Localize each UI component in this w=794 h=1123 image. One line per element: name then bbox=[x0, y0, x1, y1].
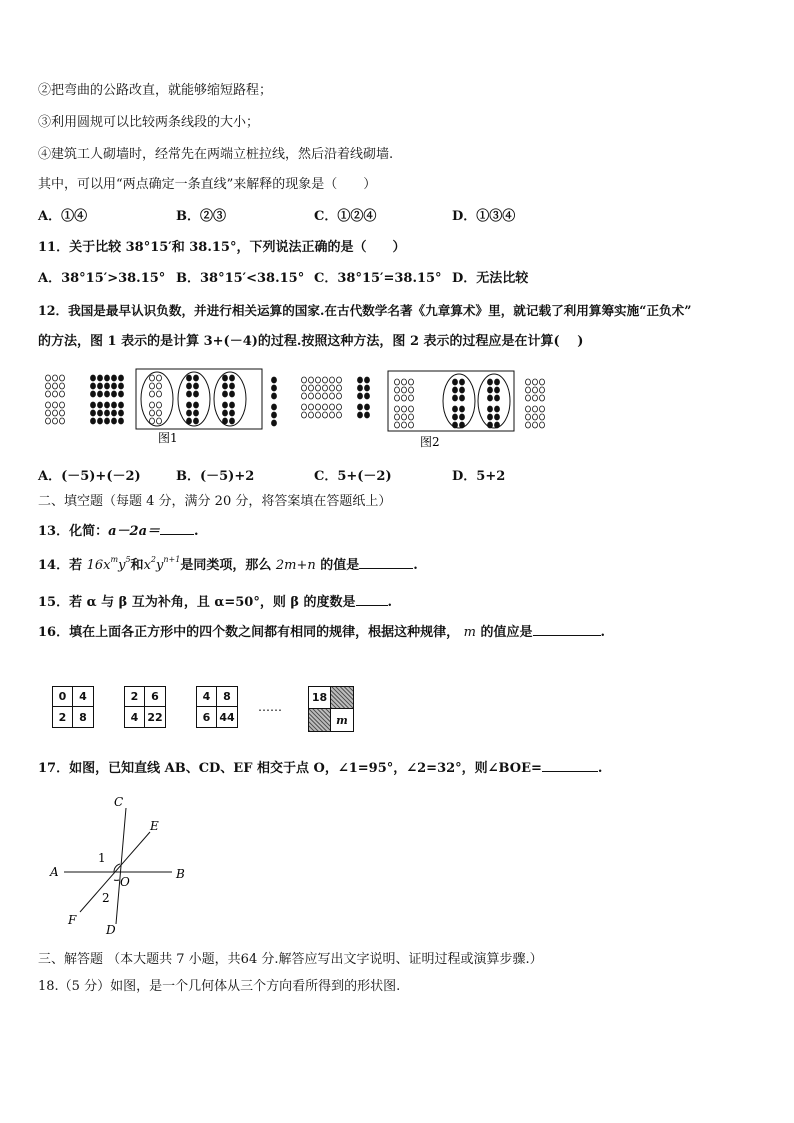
q16 bbox=[38, 623, 605, 642]
fig2-caption: 图2 bbox=[420, 435, 440, 449]
rods-2-filled-dot bbox=[358, 412, 363, 418]
fig1-group-1-hollow bbox=[150, 375, 162, 424]
fig2-result-hollow-dot bbox=[540, 379, 545, 385]
rods-3-hollow-dot bbox=[46, 402, 51, 408]
fig2-group-3-filled-dot bbox=[488, 395, 493, 401]
q14-term2-exp: 2 bbox=[150, 555, 156, 564]
fig2-result-hollow-dot bbox=[540, 387, 545, 393]
rods-3-hollow-dot bbox=[53, 391, 58, 397]
q15 bbox=[38, 593, 392, 612]
label-angle-1: 1 bbox=[98, 851, 106, 865]
fig2-group-2-filled-dot bbox=[460, 414, 465, 420]
fig2-group-1-hollow-dot bbox=[395, 414, 400, 420]
label-O: O bbox=[120, 875, 130, 889]
q12-option-a: A．(－5)+(－2) bbox=[38, 469, 141, 484]
rods-5-hollow-dot bbox=[323, 377, 328, 383]
rods-result-filled-dot bbox=[272, 385, 277, 391]
rods-5-hollow-dot bbox=[316, 412, 321, 418]
rods-5-hollow-dot bbox=[337, 412, 342, 418]
rods-4-filled-dot bbox=[119, 391, 124, 397]
fig2-group-1-hollow-dot bbox=[409, 422, 414, 428]
fig2-result-hollow-dot bbox=[526, 414, 531, 420]
rods-result-filled-dot bbox=[272, 420, 277, 426]
rods-5-hollow-dot bbox=[316, 393, 321, 399]
fig1-group-1-hollow-dot bbox=[157, 410, 162, 416]
fig2-group-3-filled-dot bbox=[488, 387, 493, 393]
rods-4-filled-dot bbox=[112, 383, 117, 389]
q16-end: . bbox=[600, 625, 606, 640]
rods-4-filled-dot bbox=[98, 391, 103, 397]
fig2-group-2-filled-dot bbox=[453, 414, 458, 420]
fig2-group-3-filled-dot bbox=[488, 414, 493, 420]
fig1-group-3-filled-dot bbox=[230, 375, 235, 381]
rods-4-filled-dot bbox=[91, 410, 96, 416]
fig2-group-1-hollow-dot bbox=[409, 395, 414, 401]
rods-5-hollow-dot bbox=[309, 404, 314, 410]
q14-middle: 是同类项，那么 bbox=[180, 558, 272, 573]
rods-4-filled-dot bbox=[119, 402, 124, 408]
rods-4-filled-dot bbox=[105, 375, 110, 381]
rods-4-filled-dot bbox=[98, 375, 103, 381]
label-angle-2: 2 bbox=[102, 891, 110, 905]
rods-3-hollow-dot bbox=[60, 383, 65, 389]
rods-4-filled-dot bbox=[98, 410, 103, 416]
fig2-result-hollow-dot bbox=[540, 414, 545, 420]
rods-4-filled-dot bbox=[112, 375, 117, 381]
fig2-group-1-hollow-dot bbox=[402, 387, 407, 393]
fig1-group-3-filled-dot bbox=[223, 410, 228, 416]
q10-option-d: D．①③④ bbox=[452, 209, 516, 224]
rods-result-filled-dot bbox=[272, 393, 277, 399]
rods-result-filled bbox=[272, 377, 277, 426]
fig2-group-3-filled-dot bbox=[488, 379, 493, 385]
rods-4-filled-dot bbox=[98, 402, 103, 408]
rods-4-filled-dot bbox=[112, 402, 117, 408]
rods-4-filled-dot bbox=[119, 383, 124, 389]
rods-5-hollow-dot bbox=[330, 377, 335, 383]
fig2-group-2-filled-dot bbox=[453, 387, 458, 393]
rods-5-hollow-dot bbox=[323, 385, 328, 391]
square-1-top-right: 4 bbox=[73, 687, 93, 707]
fig2-group-1-hollow-dot bbox=[395, 379, 400, 385]
fig1-group-2-filled-dot bbox=[194, 383, 199, 389]
fig1-group-2-filled-dot bbox=[187, 402, 192, 408]
rods-5-hollow-dot bbox=[330, 393, 335, 399]
rods-5-hollow-dot bbox=[302, 377, 307, 383]
fig1-group-3-filled-dot bbox=[223, 402, 228, 408]
rods-3-hollow-dot bbox=[46, 383, 51, 389]
rods-3-hollow-dot bbox=[60, 391, 65, 397]
fig1-group-2-filled bbox=[187, 375, 199, 424]
rods-3-hollow-dot bbox=[60, 375, 65, 381]
label-C: C bbox=[114, 795, 124, 809]
fig2-result-hollow bbox=[526, 379, 545, 428]
square-2-top-left: 2 bbox=[125, 687, 145, 707]
fig2-group-1-hollow-dot bbox=[402, 414, 407, 420]
q10-option-b: B．②③ bbox=[176, 209, 226, 224]
q14-term1-y: y bbox=[118, 558, 126, 573]
q11-option-c: C．38°15′=38.15° bbox=[314, 271, 442, 286]
fig1-group-3-filled-dot bbox=[230, 418, 235, 424]
fig1-group-1-hollow-dot bbox=[150, 375, 155, 381]
rods-5-hollow-dot bbox=[302, 404, 307, 410]
fig2-result-hollow-dot bbox=[533, 406, 538, 412]
rods-2-filled-dot bbox=[358, 377, 363, 383]
square-4-top-right-shaded bbox=[331, 687, 353, 709]
q14-term2-y: y bbox=[156, 558, 164, 573]
fig2-result-hollow-dot bbox=[540, 422, 545, 428]
rods-5-hollow-dot bbox=[302, 393, 307, 399]
rods-4-filled-dot bbox=[105, 391, 110, 397]
fig1-group-3-filled-dot bbox=[223, 391, 228, 397]
rods-4-filled-dot bbox=[119, 410, 124, 416]
rods-2-filled-dot bbox=[358, 385, 363, 391]
fig1-group-1-hollow-dot bbox=[150, 410, 155, 416]
label-A: A bbox=[50, 865, 59, 879]
fig2-group-2-filled-dot bbox=[453, 406, 458, 412]
fig1-group-3-filled-dot bbox=[230, 410, 235, 416]
rods-4-filled-dot bbox=[91, 418, 96, 424]
rods-5-hollow-dot bbox=[309, 412, 314, 418]
rods-3-hollow-dot bbox=[53, 410, 58, 416]
fig2-group-2-filled-dot bbox=[460, 395, 465, 401]
rods-5-hollow-dot bbox=[330, 412, 335, 418]
label-F: F bbox=[68, 913, 77, 927]
rods-4-filled-dot bbox=[112, 410, 117, 416]
fig2-group-2-filled-dot bbox=[460, 379, 465, 385]
fig1-group-1-hollow-dot bbox=[150, 391, 155, 397]
rods-3-hollow-dot bbox=[60, 418, 65, 424]
fig2-group-3-filled bbox=[488, 379, 500, 428]
fig1-group-2-filled-dot bbox=[194, 418, 199, 424]
rods-3-hollow bbox=[46, 375, 65, 424]
fig2-result-hollow-dot bbox=[526, 406, 531, 412]
q14-end: . bbox=[413, 558, 418, 573]
rods-5-hollow-dot bbox=[330, 385, 335, 391]
square-4-bottom-left-shaded bbox=[309, 709, 331, 731]
fig2-result-hollow-dot bbox=[533, 395, 538, 401]
square-4-bottom-right: m bbox=[336, 713, 348, 727]
square-1-bottom-left: 2 bbox=[53, 707, 73, 727]
fig1-group-1-hollow-dot bbox=[150, 402, 155, 408]
rods-result-filled-dot bbox=[272, 377, 277, 383]
rods-3-hollow-dot bbox=[46, 410, 51, 416]
fig2-group-1-hollow bbox=[395, 379, 414, 428]
section-3-heading: 三、解答题 （本大题共 7 小题，共64 分.解答应写出文字说明、证明过程或演算步骤.） bbox=[38, 952, 543, 967]
rods-5-hollow-dot bbox=[309, 385, 314, 391]
fig2-group-2-filled-dot bbox=[453, 395, 458, 401]
rods-5-hollow-dot bbox=[302, 385, 307, 391]
rods-result-filled-dot bbox=[272, 404, 277, 410]
q11-option-b: B．38°15′<38.15° bbox=[176, 271, 305, 286]
fig2-group-1-hollow-dot bbox=[409, 379, 414, 385]
q12-line-1: 12．我国是最早认识负数，并进行相关运算的国家.在古代数学名著《九章算术》里，就记载了利用算筹实施“正负术” bbox=[38, 303, 692, 318]
q14-and: 和 bbox=[130, 558, 144, 573]
q17-stem: 17．如图，已知直线 AB、CD、EF 相交于点 O，∠1=95°，∠2=32°，则∠BOE= bbox=[38, 761, 542, 776]
rods-4-filled-dot bbox=[91, 391, 96, 397]
number-square-4 bbox=[308, 686, 354, 732]
rods-5-hollow-dot bbox=[316, 404, 321, 410]
fig2-ellipse-1 bbox=[443, 374, 475, 428]
fig2-result-hollow-dot bbox=[540, 395, 545, 401]
fig2-group-3-filled-dot bbox=[495, 387, 500, 393]
label-D: D bbox=[106, 923, 116, 937]
q10-stem: 其中，可以用“两点确定一条直线”来解释的现象是（ ） bbox=[38, 177, 377, 192]
rods-5-hollow-dot bbox=[330, 404, 335, 410]
rods-4-filled-dot bbox=[105, 418, 110, 424]
fig2-group-1-hollow-dot bbox=[402, 406, 407, 412]
fig2-result-hollow-dot bbox=[526, 379, 531, 385]
q16-stem: 16．填在上面各正方形中的四个数之间都有相同的规律，根据这种规律， bbox=[38, 625, 460, 640]
fig2-group-3-filled-dot bbox=[495, 406, 500, 412]
fig2-result-hollow-dot bbox=[526, 422, 531, 428]
q13-prefix: 13．化简： bbox=[38, 524, 109, 539]
fig1-group-3-filled-dot bbox=[223, 375, 228, 381]
rods-4-filled-dot bbox=[112, 391, 117, 397]
rods-5-hollow-dot bbox=[316, 377, 321, 383]
fig1-group-3-filled bbox=[223, 375, 235, 424]
q10-option-c: C．①②④ bbox=[314, 209, 377, 224]
q14-term2: x bbox=[143, 558, 151, 573]
q17-end: . bbox=[597, 761, 603, 776]
q10-option-a: A．①④ bbox=[38, 209, 88, 224]
q15-stem: 15．若 α 与 β 互为补角，且 α=50°，则 β 的度数是 bbox=[38, 595, 356, 610]
fig2-result-hollow-dot bbox=[533, 414, 538, 420]
q13-expression: a－2a＝ bbox=[108, 524, 160, 539]
rods-5-hollow-dot bbox=[309, 393, 314, 399]
fig2-group-3-filled-dot bbox=[495, 414, 500, 420]
rods-5-hollow-dot bbox=[323, 393, 328, 399]
q12-option-c: C．5+(－2) bbox=[314, 469, 392, 484]
q14-answer-blank[interactable] bbox=[359, 556, 413, 569]
q17-line-figure bbox=[44, 792, 204, 942]
fig1-group-2-filled-dot bbox=[187, 383, 192, 389]
fig2-result-hollow-dot bbox=[533, 387, 538, 393]
square-2-bottom-right: 22 bbox=[147, 710, 163, 724]
label-B: B bbox=[176, 867, 185, 881]
rods-2-filled-dot bbox=[365, 377, 370, 383]
q12-option-b: B．(－5)+2 bbox=[176, 469, 255, 484]
square-2-top-right: 6 bbox=[145, 687, 165, 707]
rods-3-hollow-dot bbox=[53, 402, 58, 408]
rods-4-filled-dot bbox=[119, 375, 124, 381]
line-CD bbox=[116, 808, 126, 924]
fig1-group-2-filled-dot bbox=[194, 410, 199, 416]
fig2-group-1-hollow-dot bbox=[395, 395, 400, 401]
q11-option-a: A．38°15′>38.15° bbox=[38, 271, 166, 286]
fig1-group-2-filled-dot bbox=[187, 410, 192, 416]
rods-4-filled-dot bbox=[98, 418, 103, 424]
q16-m: m bbox=[463, 625, 476, 640]
square-2-bottom-left: 4 bbox=[125, 707, 145, 727]
fig1-group-2-filled-dot bbox=[187, 375, 192, 381]
fig2-ellipse-2 bbox=[478, 374, 510, 428]
q15-answer-blank[interactable] bbox=[356, 593, 388, 606]
square-3-bottom-right: 44 bbox=[219, 710, 235, 724]
fig1-group-2-filled-dot bbox=[187, 391, 192, 397]
q17-answer-blank[interactable] bbox=[542, 759, 598, 772]
fig1-group-2-filled-dot bbox=[194, 375, 199, 381]
rods-4-filled bbox=[91, 375, 124, 424]
fig1-group-1-hollow-dot bbox=[157, 402, 162, 408]
rods-3-hollow-dot bbox=[53, 418, 58, 424]
fig2-group-1-hollow-dot bbox=[409, 406, 414, 412]
rods-4-filled-dot bbox=[91, 383, 96, 389]
q12-option-d: D．5+2 bbox=[452, 469, 506, 484]
rods-4-filled-dot bbox=[91, 402, 96, 408]
number-square-1 bbox=[52, 686, 94, 728]
rods-3-hollow-dot bbox=[53, 375, 58, 381]
rods-3-hollow-dot bbox=[60, 402, 65, 408]
q18-stem: 18.（5 分）如图，是一个几何体从三个方向看所得到的形状图. bbox=[38, 979, 401, 994]
rods-2-filled-dot bbox=[365, 412, 370, 418]
q14-term1-exp: m bbox=[110, 555, 119, 564]
fig1-group-2-filled-dot bbox=[194, 402, 199, 408]
number-square-2 bbox=[124, 686, 166, 728]
rods-4-filled-dot bbox=[91, 375, 96, 381]
fig2-result-hollow-dot bbox=[540, 406, 545, 412]
rods-result-filled-dot bbox=[272, 412, 277, 418]
section-2-heading: 二、填空题（每题 4 分，满分 20 分，将答案填在答题纸上） bbox=[38, 494, 392, 509]
fig2-group-2-filled-dot bbox=[460, 406, 465, 412]
statement-2: ②把弯曲的公路改直，就能够缩短路程； bbox=[38, 83, 273, 98]
q14-post: 的值是 bbox=[320, 558, 360, 573]
rods-4-filled-dot bbox=[119, 418, 124, 424]
fig1-group-1-hollow-dot bbox=[157, 383, 162, 389]
rods-2-filled-dot bbox=[358, 404, 363, 410]
square-1-bottom-right: 8 bbox=[79, 710, 87, 724]
q11-option-d: D．无法比较 bbox=[452, 271, 529, 286]
q14-prefix: 14．若 bbox=[38, 558, 83, 573]
fig1-group-3-filled-dot bbox=[223, 383, 228, 389]
rods-4-filled-dot bbox=[105, 383, 110, 389]
fig1-group-3-filled-dot bbox=[230, 383, 235, 389]
fig2-group-1-hollow-dot bbox=[395, 387, 400, 393]
q14-term2-yexp: n+1 bbox=[163, 555, 181, 564]
q14-term1-yexp: 5 bbox=[125, 555, 131, 564]
q15-end: . bbox=[387, 595, 393, 610]
square-4-top-left: 18 bbox=[309, 687, 331, 709]
rods-5-hollow-dot bbox=[323, 404, 328, 410]
q16-answer-blank[interactable] bbox=[533, 623, 601, 636]
fig2-result-hollow-dot bbox=[526, 387, 531, 393]
fig2-group-1-hollow-dot bbox=[409, 387, 414, 393]
fig2-group-2-filled-dot bbox=[460, 387, 465, 393]
fig2-group-1-hollow-dot bbox=[409, 414, 414, 420]
q13-answer-blank[interactable] bbox=[160, 522, 194, 535]
fig2-group-2-filled bbox=[453, 379, 465, 428]
fig2-group-2-filled-dot bbox=[453, 379, 458, 385]
fig1-group-1-hollow-dot bbox=[157, 418, 162, 424]
q14 bbox=[38, 556, 418, 575]
fig1-group-3-filled-dot bbox=[230, 391, 235, 397]
fig1-group-2-filled-dot bbox=[194, 391, 199, 397]
rods-5-hollow-dot bbox=[302, 412, 307, 418]
fig2-group-3-filled-dot bbox=[488, 406, 493, 412]
rods-4-filled-dot bbox=[105, 410, 110, 416]
rods-5-hollow-dot bbox=[337, 377, 342, 383]
fig2-result-hollow-dot bbox=[533, 422, 538, 428]
q11-stem: 11．关于比较 38°15′和 38.15°，下列说法正确的是（ ） bbox=[38, 240, 406, 255]
statement-3: ③利用圆规可以比较两条线段的大小； bbox=[38, 115, 260, 130]
fig1-group-3-filled-dot bbox=[230, 402, 235, 408]
rods-5-hollow-dot bbox=[337, 404, 342, 410]
fig2-result-hollow-dot bbox=[526, 395, 531, 401]
square-3-bottom-left: 6 bbox=[197, 707, 217, 727]
rods-2-filled-dot bbox=[365, 385, 370, 391]
square-1-top-left: 0 bbox=[53, 687, 73, 707]
rods-2-filled-dot bbox=[365, 404, 370, 410]
q16-post: 的值应是 bbox=[480, 625, 533, 640]
ellipsis: …… bbox=[258, 700, 282, 714]
rods-4-filled-dot bbox=[112, 418, 117, 424]
fig2-group-1-hollow-dot bbox=[402, 422, 407, 428]
rods-2-filled-dot bbox=[365, 393, 370, 399]
fig2-group-1-hollow-dot bbox=[395, 406, 400, 412]
rods-5-hollow-dot bbox=[316, 385, 321, 391]
rods-5-hollow-dot bbox=[309, 377, 314, 383]
square-3-top-left: 4 bbox=[197, 687, 217, 707]
fig1-group-1-hollow-dot bbox=[150, 383, 155, 389]
fig2-group-3-filled-dot bbox=[495, 379, 500, 385]
square-3-top-right: 8 bbox=[217, 687, 237, 707]
q14-term1: 16x bbox=[86, 558, 111, 573]
rods-5-hollow-dot bbox=[323, 412, 328, 418]
q14-expression: 2m+n bbox=[275, 558, 316, 573]
fig1-group-1-hollow-dot bbox=[157, 375, 162, 381]
q13-end: . bbox=[194, 524, 199, 539]
fig1-group-1-hollow-dot bbox=[157, 391, 162, 397]
rods-5-hollow-dot bbox=[337, 385, 342, 391]
rods-3-hollow-dot bbox=[46, 375, 51, 381]
rods-3-hollow-dot bbox=[53, 383, 58, 389]
statement-4: ④建筑工人砌墙时，经常先在两端立桩拉线，然后沿着线砌墙. bbox=[38, 147, 394, 162]
rods-2-filled-dot bbox=[358, 393, 363, 399]
counting-rod-figures bbox=[38, 368, 598, 458]
rods-4-filled-dot bbox=[98, 383, 103, 389]
rods-3-hollow-dot bbox=[60, 410, 65, 416]
fig2-result-hollow-dot bbox=[533, 379, 538, 385]
fig2-group-3-filled-dot bbox=[495, 395, 500, 401]
fig2-group-1-hollow-dot bbox=[402, 395, 407, 401]
fig1-caption: 图1 bbox=[158, 431, 178, 445]
q12-line-2: 的方法，图 1 表示的是计算 3+(－4)的过程.按照这种方法，图 2 表示的过程应是在计算( ) bbox=[38, 334, 584, 349]
fig2-group-1-hollow-dot bbox=[402, 379, 407, 385]
q17 bbox=[38, 759, 602, 778]
label-E: E bbox=[150, 819, 159, 833]
number-square-3 bbox=[196, 686, 238, 728]
rods-4-filled-dot bbox=[105, 402, 110, 408]
rods-5-hollow bbox=[302, 377, 342, 418]
q13 bbox=[38, 522, 199, 541]
rods-3-hollow-dot bbox=[46, 418, 51, 424]
rods-2-filled bbox=[358, 377, 370, 418]
fig2-group-1-hollow-dot bbox=[395, 422, 400, 428]
rods-5-hollow-dot bbox=[337, 393, 342, 399]
rods-3-hollow-dot bbox=[46, 391, 51, 397]
